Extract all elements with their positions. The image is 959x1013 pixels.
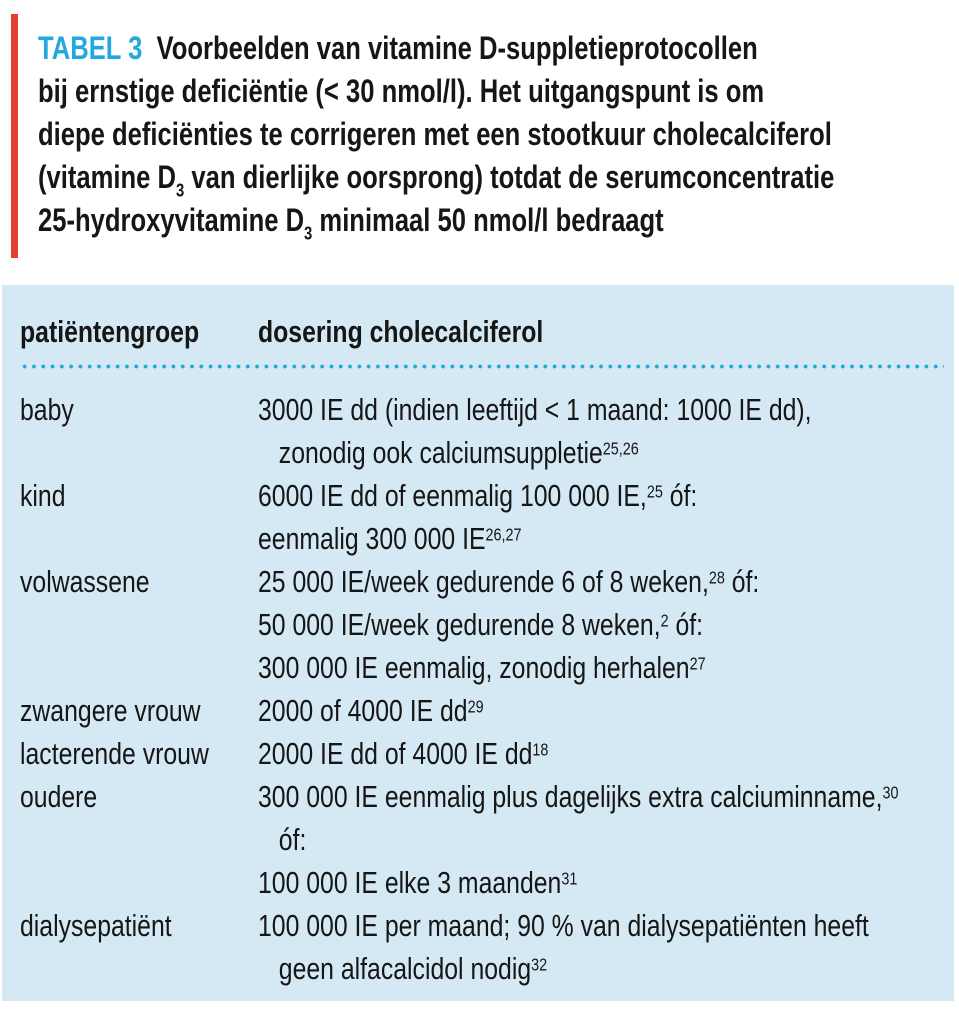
dosering-line bbox=[258, 732, 808, 775]
text-segment: 29 bbox=[467, 696, 484, 717]
text-segment: diepe deficiënties te corrigeren met een stootkuur cholecalciferol bbox=[38, 116, 832, 152]
column-header-dosering: dosering cholecalciferol bbox=[258, 314, 544, 349]
text-segment: van dierlijke oorsprong) totdat de serumconcentratie bbox=[184, 159, 835, 195]
table-row-zwangere-vrouw bbox=[20, 689, 946, 732]
dosering-line bbox=[258, 474, 808, 517]
text-segment: 30 bbox=[882, 782, 899, 803]
dosering-line bbox=[258, 646, 808, 689]
text-segment: geen alfacalcidol nodig bbox=[278, 951, 532, 986]
text-segment: 27 bbox=[689, 653, 706, 674]
table-row-volwassene bbox=[20, 560, 946, 689]
dosering-line bbox=[258, 904, 869, 947]
patient-group: baby bbox=[20, 392, 74, 427]
column-header-patientengroep: patiëntengroep bbox=[20, 314, 200, 349]
caption-line bbox=[38, 27, 758, 70]
text-segment: 31 bbox=[561, 868, 578, 889]
caption-tag: TABEL 3 bbox=[38, 30, 143, 66]
dosering-line bbox=[258, 388, 812, 431]
dosering-line bbox=[258, 947, 808, 990]
text-segment: 100 000 IE per maand; 90 % van dialysepatiënten heeft bbox=[258, 908, 869, 943]
text-segment: 6000 IE dd of eenmalig 100 000 IE, bbox=[258, 478, 647, 513]
table-header-row bbox=[20, 309, 946, 354]
patient-group: oudere bbox=[20, 779, 98, 814]
dosering-line bbox=[258, 775, 899, 818]
caption-line bbox=[38, 113, 832, 156]
dosering-line bbox=[258, 560, 808, 603]
text-segment: (vitamine D bbox=[38, 159, 176, 195]
caption-line bbox=[38, 70, 765, 113]
text-segment: óf: bbox=[668, 607, 704, 642]
text-segment: 3 bbox=[175, 179, 185, 201]
text-segment: minimaal 50 nmol/l bedraagt bbox=[312, 202, 664, 238]
dosering-cell bbox=[258, 904, 946, 990]
text-segment: 18 bbox=[532, 739, 549, 760]
dosering-cell bbox=[258, 689, 946, 732]
table-row-lacterende-vrouw bbox=[20, 732, 946, 775]
text-segment: 28 bbox=[708, 567, 725, 588]
dosering-line bbox=[258, 861, 808, 904]
dosering-cell bbox=[258, 388, 946, 474]
dosering-cell bbox=[258, 775, 946, 904]
text-segment: 2 bbox=[660, 610, 669, 631]
text-segment: 300 000 IE eenmalig, zonodig herhalen bbox=[258, 650, 690, 685]
table-caption bbox=[38, 27, 938, 242]
text-segment: 50 000 IE/week gedurende 8 weken, bbox=[258, 607, 661, 642]
text-segment: 2000 IE dd of 4000 IE dd bbox=[258, 736, 533, 771]
text-segment: Voorbeelden van vitamine D-suppletieprotocollen bbox=[142, 30, 758, 66]
caption-line bbox=[38, 156, 835, 201]
caption-line bbox=[38, 199, 758, 242]
text-segment: óf: bbox=[278, 822, 307, 857]
text-segment: 3 bbox=[304, 222, 313, 244]
text-segment: 25,26 bbox=[602, 438, 639, 459]
text-segment: 25 bbox=[646, 481, 663, 502]
dosering-cell bbox=[258, 732, 946, 775]
dosering-line bbox=[258, 818, 808, 861]
text-segment: bij ernstige deficiëntie (< 30 nmol/l). Het uitgangspunt is om bbox=[38, 73, 765, 109]
table-row-dialysepatient bbox=[20, 904, 946, 990]
patient-group: dialysepatiënt bbox=[20, 908, 172, 943]
dosering-line bbox=[258, 431, 808, 474]
text-segment: 2000 of 4000 IE dd bbox=[258, 693, 468, 728]
text-segment: 25-hydroxyvitamine D bbox=[38, 202, 305, 238]
text-segment: óf: bbox=[662, 478, 698, 513]
text-segment: zonodig ook calciumsuppletie bbox=[278, 435, 603, 470]
dosering-line bbox=[258, 603, 808, 646]
table-row-kind bbox=[20, 474, 946, 560]
dosering-cell bbox=[258, 560, 946, 689]
text-segment: 3000 IE dd (indien leeftijd < 1 maand: 1000 IE dd), bbox=[258, 392, 812, 427]
text-segment: 300 000 IE eenmalig plus dagelijks extra calciuminname, bbox=[258, 779, 883, 814]
table-row-baby bbox=[20, 388, 946, 474]
text-segment: 32 bbox=[531, 954, 548, 975]
patient-group: kind bbox=[20, 478, 66, 513]
patient-group: volwassene bbox=[20, 564, 150, 599]
text-segment: óf: bbox=[724, 564, 760, 599]
dosering-line bbox=[258, 517, 808, 560]
patient-group: zwangere vrouw bbox=[20, 693, 201, 728]
dosering-cell bbox=[258, 474, 946, 560]
patient-group: lacterende vrouw bbox=[20, 736, 209, 771]
text-segment: 26,27 bbox=[485, 524, 522, 545]
table-row-oudere bbox=[20, 775, 946, 904]
dotted-divider bbox=[20, 364, 944, 369]
text-segment: 100 000 IE elke 3 maanden bbox=[258, 865, 562, 900]
dosering-line bbox=[258, 689, 808, 732]
text-segment: 25 000 IE/week gedurende 6 of 8 weken, bbox=[258, 564, 709, 599]
data-table bbox=[2, 285, 954, 1001]
text-segment: eenmalig 300 000 IE bbox=[258, 521, 486, 556]
accent-bar bbox=[11, 14, 18, 258]
